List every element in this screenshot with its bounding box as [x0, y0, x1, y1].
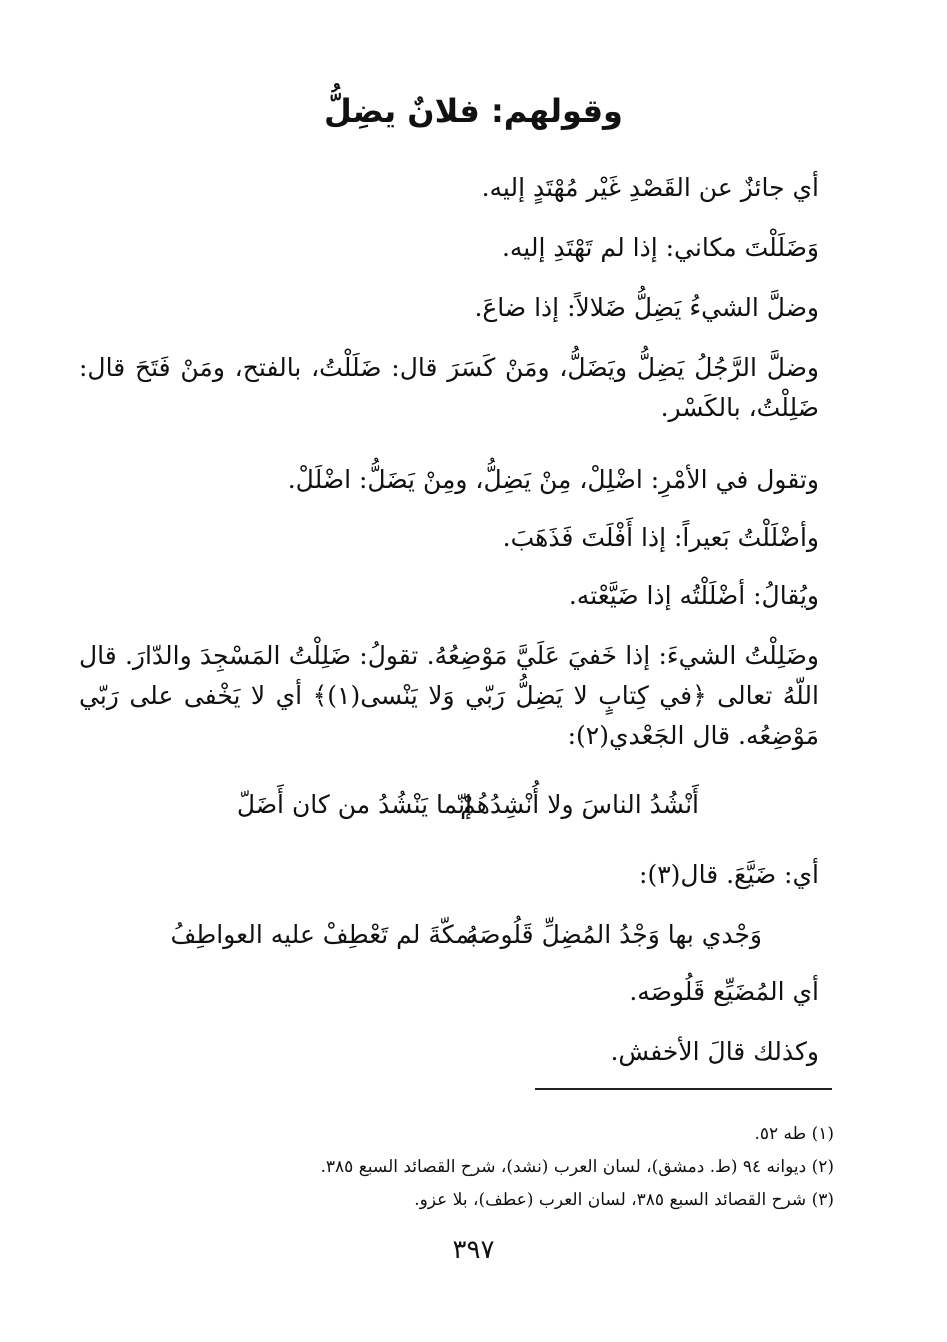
footnote-1: (١) طه ٥٢. [754, 1124, 834, 1144]
paragraph-5: وتقول في الأمْرِ: اضْلِلْ، مِنْ يَضِلُّ، ومِنْ يَضَلُّ: اضْلَلْ. [287, 465, 819, 494]
footnote-divider [535, 1088, 832, 1090]
section-title: وقولهم: فلانٌ يضِلُّ [324, 92, 623, 130]
verse-1-second-hemistich: إنّما يَنْشُدُ من كان أَضَلّ [236, 790, 472, 819]
closing-line: وكذلك قالَ الأخفش. [610, 1037, 819, 1066]
paragraph-6: وأضْلَلْتُ بَعيراً: إذا أَفْلَتَ فَذَهَبَ. [502, 523, 819, 552]
paragraph-2: وَضَلَلْتَ مكاني: إذا لم تَهْتَدِ إليه. [501, 233, 819, 262]
verse-2-second-hemistich: بمكّةَ لم تَعْطِفْ عليه العواطِفُ [170, 920, 477, 949]
footnote-3: (٣) شرح القصائد السبع ٣٨٥، لسان العرب (عطف)، بلا عزو. [414, 1190, 834, 1210]
paragraph-3: وضلَّ الشيءُ يَضِلُّ ضَلالاً: إذا ضاعَ. [474, 293, 819, 322]
verse-1-first-hemistich: أَنْشُدُ الناسَ ولا أُنْشِدُهُمْ [460, 790, 699, 819]
paragraph-1: أي جائزٌ عن القَصْدِ غَيْر مُهْتَدٍ إليه. [481, 173, 819, 202]
paragraph-8: وضَلِلْتُ الشيءَ: إذا خَفيَ عَلَيَّ مَوْضِعُهُ. تقولُ: ضَلِلْتُ المَسْجِدَ والدّارَ. قال اللّهُ تعالى ﴿في كِتابٍ لا يَضِلُّ رَبّي وَلا يَنْسى(١)﴾ أي لا يَخْفى على رَبّي مَوْضِعُه. قال الجَعْدي(٢): [79, 641, 819, 750]
verse-2-gloss: أي المُضَيِّع قَلُوصَه. [629, 977, 819, 1006]
page-number: ٣٩٧ [452, 1235, 495, 1265]
verse-2-first-hemistich: وَجْدي بها وَجْدُ المُضِلِّ قَلُوصَهُ [465, 920, 762, 949]
paragraph-7: ويُقالُ: أضْلَلْتُه إذا ضَيَّعْته. [568, 581, 819, 610]
footnote-2: (٢) ديوانه ٩٤ (ط. دمشق)، لسان العرب (نشد)، شرح القصائد السبع ٣٨٥. [320, 1157, 834, 1177]
paragraph-4: وضلَّ الرَّجُلُ يَضِلُّ ويَضَلُّ، ومَنْ كَسَرَ قال: ضَلَلْتُ، بالفتح، ومَنْ فَتَحَ قال: ضَلِلْتُ، بالكَسْر. [79, 353, 819, 422]
verse-1-gloss: أي: ضَيَّعَ. قال(٣): [639, 860, 819, 889]
